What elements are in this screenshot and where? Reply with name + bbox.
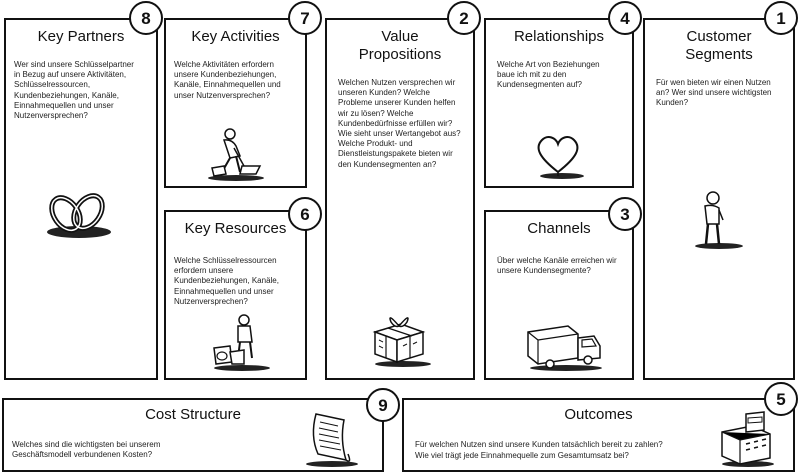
key-partners-question: Wer sind unsere Schlüsselpartner in Bezug auf unsere Aktivitäten, Schlüsselressourcen, Kundenbeziehungen, Kanäle, Einnahmequellen und unser Nutzenversprechen? bbox=[14, 60, 134, 121]
value-propositions-title-line1: Value bbox=[381, 28, 419, 45]
value-propositions-question: Welchen Nutzen versprechen wir unseren Kunden? Welche Probleme unserer Kunden helfen wir zu lösen? Welche Kundenbedürfnisse erfüllen wir? Wie sieht unser Wertangebot aus? Welche Produkt- und Dienstleistungspakete bieten wir den Kundensegmenten an? bbox=[338, 78, 461, 169]
channels-block bbox=[484, 210, 634, 380]
key-partners-block bbox=[4, 18, 158, 380]
key-partners-title: Key Partners bbox=[37, 28, 125, 45]
customer-segments-number-badge: 1 bbox=[764, 1, 798, 35]
relationships-block bbox=[484, 18, 634, 188]
cost-structure-question: Welches sind die wichtigsten bei unserem Geschäftsmodell verbundenen Kosten? bbox=[12, 440, 161, 460]
outcomes-question-line2: Wie viel trägt jede Einnahmequelle zum Gesamtumsatz bei? bbox=[415, 451, 629, 460]
channels-question: Über welche Kanäle erreichen wir unsere Kundensegmente? bbox=[497, 256, 617, 276]
person-icon bbox=[693, 190, 749, 255]
cost-structure-title: Cost Structure bbox=[145, 406, 241, 423]
value-propositions-title-line2: Propositions bbox=[358, 46, 442, 63]
relationships-title: Relationships bbox=[513, 28, 605, 45]
key-resources-question: Welche Schlüsselressourcen erfordern unsere Kundenbeziehungen, Kanäle, Einnahmequellen und unser Nutzenversprechen? bbox=[174, 256, 279, 306]
customer-segments-question: Für wen bieten wir einen Nutzen an? Wer sind unsere wichtigsten Kunden? bbox=[656, 78, 772, 108]
outcomes-title: Outcomes bbox=[564, 406, 633, 423]
cost-structure-block bbox=[2, 398, 384, 472]
worker-icon bbox=[204, 126, 268, 187]
truck-icon bbox=[524, 322, 604, 377]
key-activities-title: Key Activities bbox=[191, 28, 280, 45]
customer-segments-block bbox=[643, 18, 795, 380]
gift-icon bbox=[369, 310, 431, 373]
relationships-question: Welche Art von Beziehungen baue ich mit zu den Kundensegmenten auf? bbox=[497, 60, 600, 90]
outcomes-question-line1: Für welchen Nutzen sind unsere Kunden tatsächlich bereit zu zahlen? bbox=[415, 440, 663, 449]
chain-links-icon bbox=[44, 192, 114, 247]
customer-segments-title-line2: Segments bbox=[685, 46, 753, 63]
key-activities-block bbox=[164, 18, 307, 188]
outcomes-block bbox=[402, 398, 795, 472]
relationships-number-badge: 4 bbox=[608, 1, 642, 35]
value-propositions-number-badge: 2 bbox=[447, 1, 481, 35]
key-resources-title: Key Resources bbox=[184, 220, 287, 237]
value-propositions-block bbox=[325, 18, 475, 380]
receipt-icon bbox=[300, 410, 362, 473]
channels-number-badge: 3 bbox=[608, 197, 642, 231]
heart-icon bbox=[532, 132, 588, 187]
worker-with-boxes-icon bbox=[210, 312, 274, 377]
cost-structure-number-badge: 9 bbox=[366, 388, 400, 422]
key-resources-block bbox=[164, 210, 307, 380]
key-activities-number-badge: 7 bbox=[288, 1, 322, 35]
cash-register-icon bbox=[716, 406, 776, 473]
customer-segments-title-line1: Customer bbox=[686, 28, 752, 45]
key-resources-number-badge: 6 bbox=[288, 197, 322, 231]
key-activities-question: Welche Aktivitäten erfordern unsere Kundenbeziehungen, Kanäle, Einnahmequellen und unser Nutzenversprechen? bbox=[174, 60, 281, 100]
channels-title: Channels bbox=[527, 220, 591, 237]
key-partners-number-badge: 8 bbox=[129, 1, 163, 35]
outcomes-number-badge: 5 bbox=[764, 382, 798, 416]
